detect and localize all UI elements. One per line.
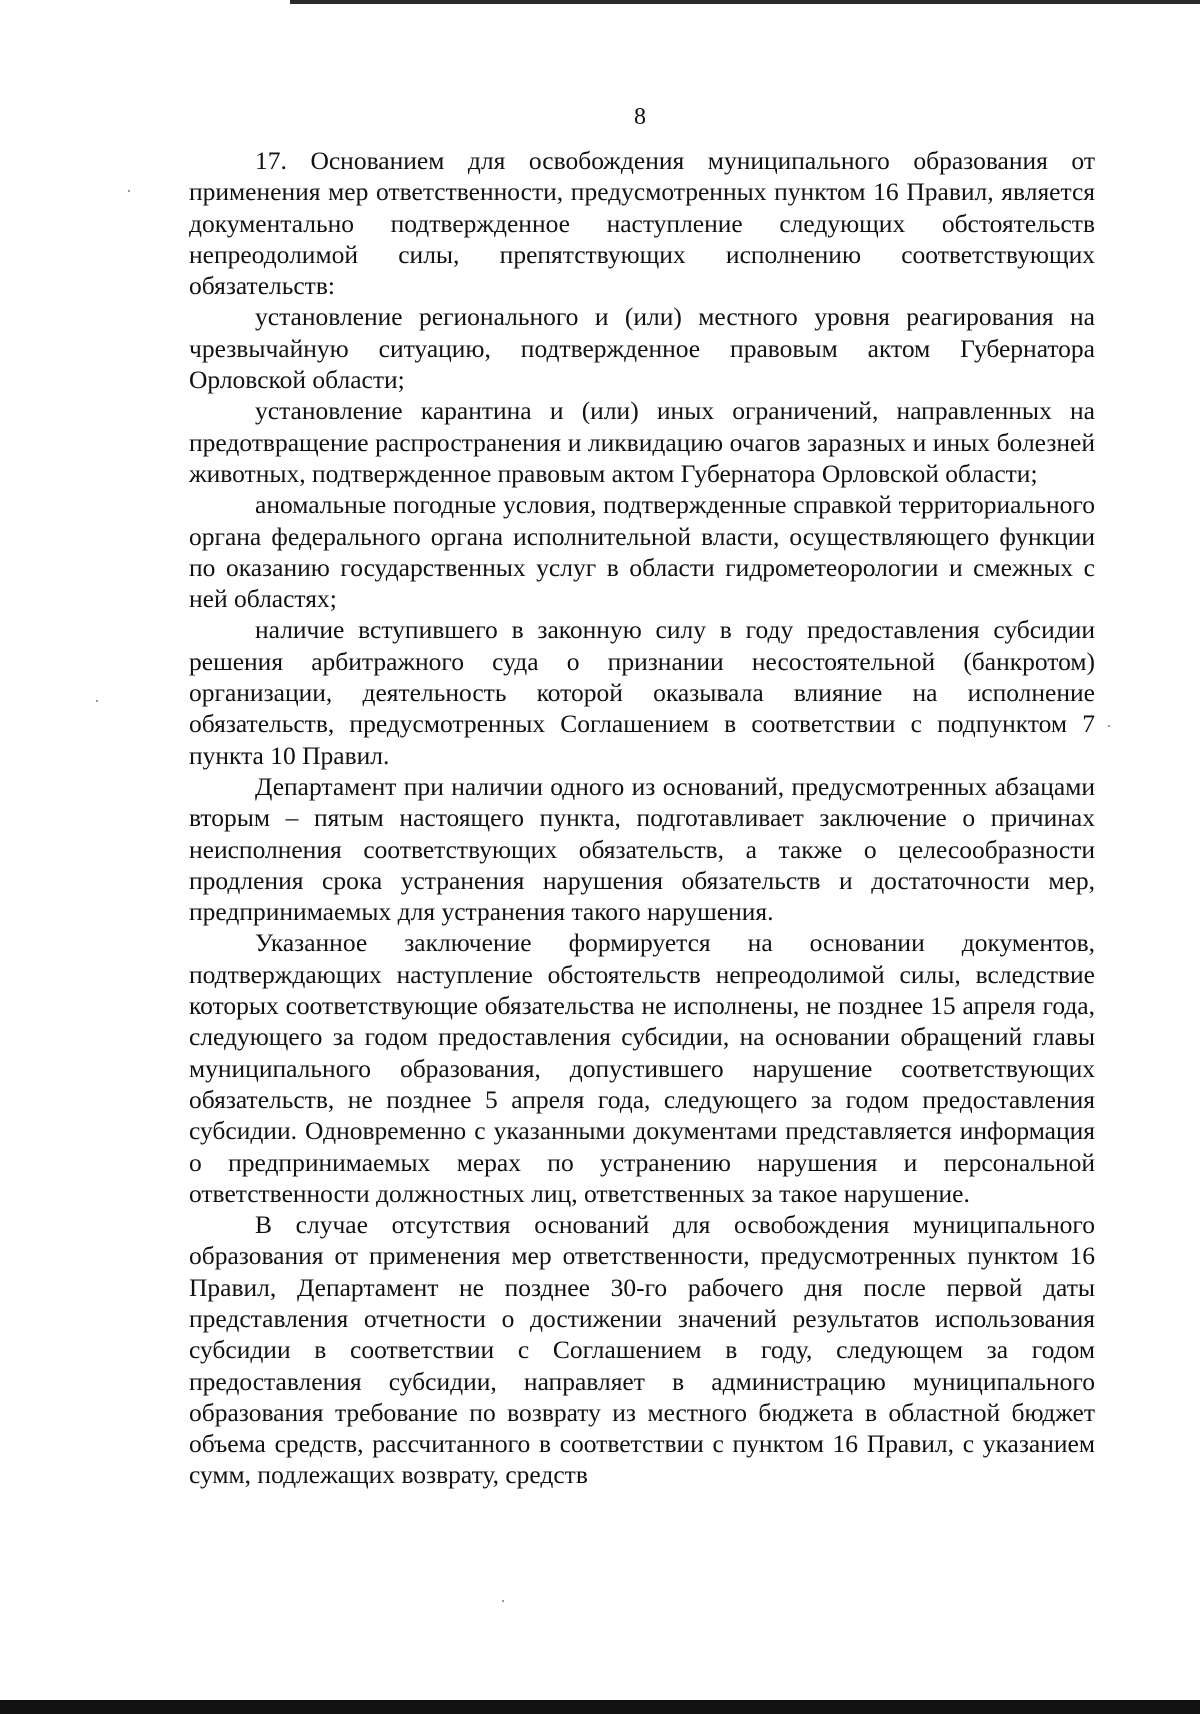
document-body <box>189 145 1095 1491</box>
scan-speck <box>502 1600 504 1602</box>
paragraph: установление карантина и (или) иных ограничений, направленных на предотвращение распространения и ликвидацию очагов заразных и иных болезней животных, подтвержденное правовым актом Губернатора Орловской области; <box>189 396 1095 488</box>
paragraph: Департамент при наличии одного из оснований, предусмотренных абзацами вторым – пятым настоящего пункта, подготавливает заключение о причинах неисполнения соответствующих обязательств, а также о целесообразности продления срока устранения нарушения обязательств и достаточности мер, предпринимаемых для устранения такого нарушения. <box>189 771 1095 927</box>
scan-edge-bottom <box>0 1700 1200 1714</box>
scan-speck <box>96 700 98 702</box>
paragraph: аномальные погодные условия, подтвержденные справкой территориального органа федерального органа исполнительной власти, осуществляющего функции по оказанию государственных услуг в области гидрометеорологии и смежных с ней областях; <box>189 490 1095 614</box>
paragraph: Указанное заключение формируется на основании документов, подтверждающих наступление обстоятельств непреодолимой силы, вследствие которых соответствующие обязательства не исполнены, не позднее 15 апреля года, следующего за годом предоставления субсидии, на основании обращений главы муниципального образования, допустившего нарушение соответствующих обязательств, не позднее 5 апреля года, следующего за годом предоставления субсидии. Одновременно с указанными документами представляется информация о предпринимаемых мерах по устранению нарушения и персональной ответственности должностных лиц, ответственных за такое нарушение. <box>189 928 1095 1208</box>
paragraph: установление регионального и (или) местного уровня реагирования на чрезвычайную ситуацию, подтвержденное правовым актом Губернатора Орловской области; <box>189 302 1095 395</box>
scan-speck <box>1108 725 1110 727</box>
paragraph: 17. Основанием для освобождения муниципального образования от применения мер ответственности, предусмотренных пунктом 16 Правил, является документально подтвержденное наступление следующих обстоятельств непреодолимой силы, препятствующих исполнению соответствующих обязательств: <box>189 146 1095 301</box>
scan-speck <box>128 190 130 192</box>
page-number: 8 <box>634 104 646 130</box>
scan-edge-top <box>290 0 1200 4</box>
paragraph: В случае отсутствия оснований для освобождения муниципального образования от применения мер ответственности, предусмотренных пунктом 16 Правил, Департамент не позднее 30-го рабочего дня после первой даты представления отчетности о достижении значений результатов использования субсидии в соответствии с Соглашением в году, следующем за годом предоставления субсидии, направляет в администрацию муниципального образования требование по возврату из местного бюджета в областной бюджет объема средств, рассчитанного в соответствии с пунктом 16 Правил, с указанием сумм, подлежащих возврату, средств <box>189 1210 1095 1490</box>
paragraph: наличие вступившего в законную силу в году предоставления субсидии решения арбитражного суда о признании несостоятельной (банкротом) организации, деятельность которой оказывала влияние на исполнение обязательств, предусмотренных Соглашением в соответствии с подпунктом 7 пункта 10 Правил. <box>189 615 1095 770</box>
